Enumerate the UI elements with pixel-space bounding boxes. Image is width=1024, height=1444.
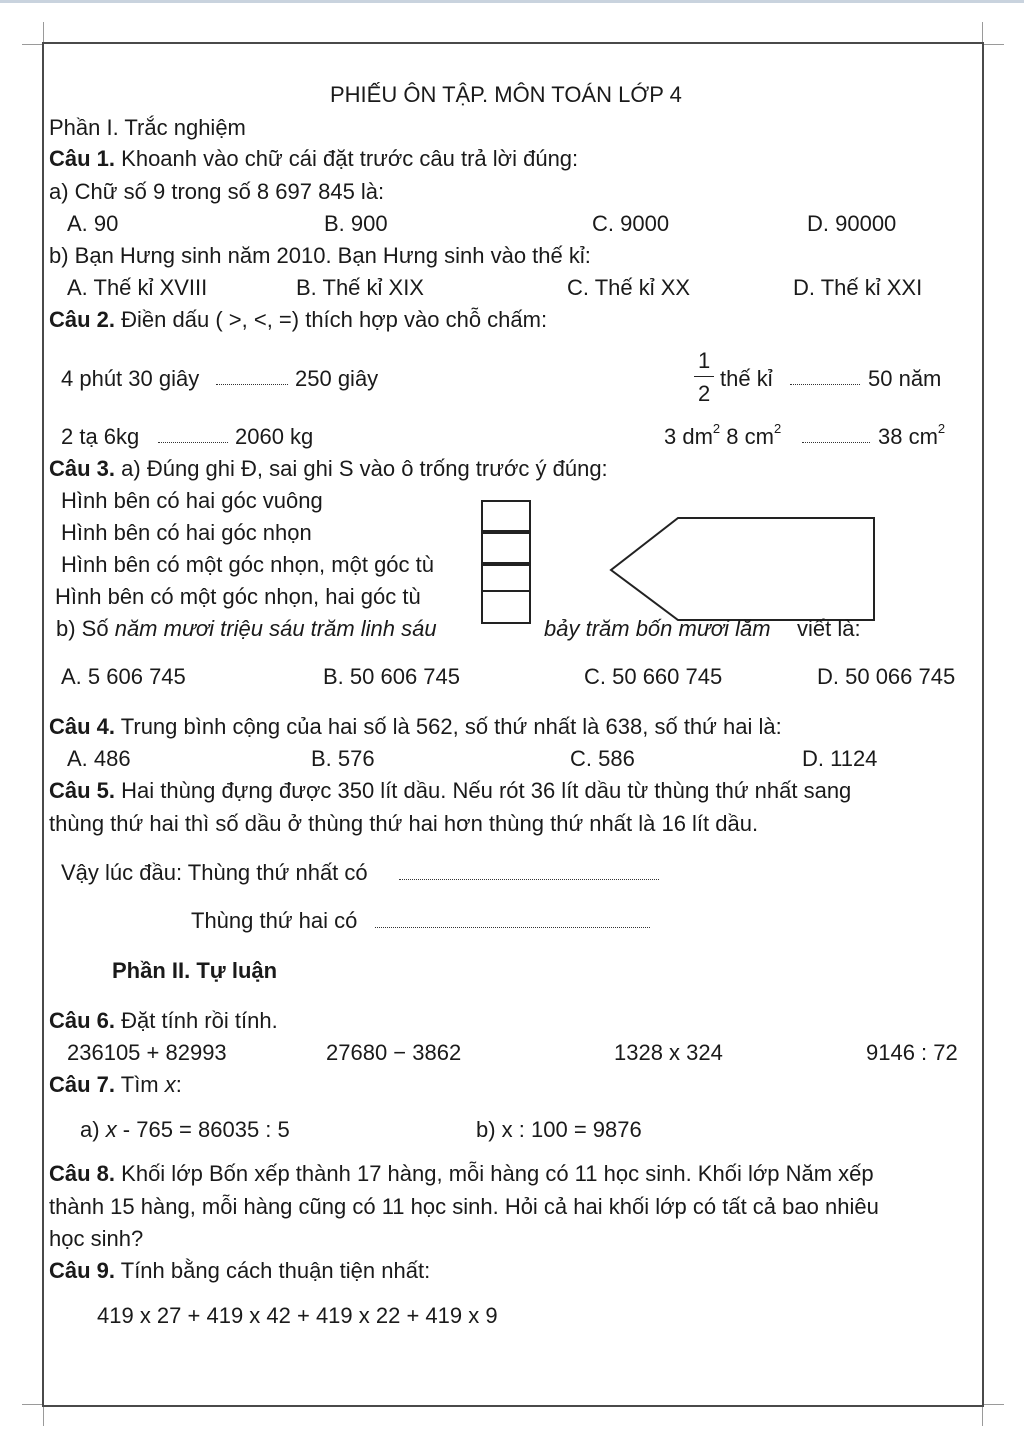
q5-fill2: Thùng thứ hai có <box>191 908 358 933</box>
q3-item-1: Hình bên có hai góc vuông <box>61 488 323 513</box>
q3-option-d: D. 50 066 745 <box>817 664 956 689</box>
q3-option-c: C. 50 660 745 <box>584 664 723 689</box>
answer-box-4[interactable] <box>481 590 531 624</box>
q2-r2-b-exp: 2 <box>773 421 782 436</box>
q4-label: Câu 4. <box>49 714 116 739</box>
q9-expr: 419 x 27 + 419 x 42 + 419 x 22 + 419 x 9 <box>97 1303 498 1328</box>
q1b-text: b) Bạn Hưng sinh năm 2010. Bạn Hưng sinh vào thế kỉ: <box>49 243 591 268</box>
q3-item-2: Hình bên có hai góc nhọn <box>61 520 312 545</box>
q7-b: b) x : 100 = 9876 <box>476 1117 642 1142</box>
q4-option-b: B. 576 <box>311 746 375 771</box>
q5-line1 <box>49 780 851 802</box>
q2-r2-end-exp: 2 <box>937 421 946 436</box>
page-title: PHIẾU ÔN TẬP. MÔN TOÁN LỚP 4 <box>330 82 682 107</box>
q8-text1: Khối lớp Bốn xếp thành 17 hàng, mỗi hàng có 11 học sinh. Khối lớp Năm xếp <box>121 1161 874 1186</box>
q3-label: Câu 3. <box>49 456 116 481</box>
q3-option-b: B. 50 606 745 <box>323 664 461 689</box>
q1a-option-d: D. 90000 <box>807 211 897 236</box>
q1a-option-c: C. 9000 <box>592 211 670 236</box>
q2-frac-den: 2 <box>698 381 711 406</box>
q2-r2-b: 8 cm <box>720 424 774 449</box>
q6-expr-2: 27680 − 3862 <box>326 1040 462 1065</box>
answer-box-1[interactable] <box>481 500 531 532</box>
q2-r1-left: 4 phút 30 giây <box>61 366 200 391</box>
q3b-end: viết là: <box>797 616 861 641</box>
q6-expr-3: 1328 x 324 <box>614 1040 723 1065</box>
q8-line1 <box>49 1163 874 1185</box>
q4-text: Trung bình cộng của hai số là 562, số thứ nhất là 638, số thứ hai là: <box>120 714 782 739</box>
q7-text: Tìm <box>120 1072 165 1097</box>
part2-heading: Phần II. Tự luận <box>112 958 278 983</box>
q1-label: Câu 1. <box>49 146 116 171</box>
q5-line2: thùng thứ hai thì số dầu ở thùng thứ hai hơn thùng thứ nhất là 16 lít dầu. <box>49 811 759 836</box>
q2-r1-mid: 250 giây <box>295 366 379 391</box>
q7-label: Câu 7. <box>49 1072 116 1097</box>
q6-text: Đặt tính rồi tính. <box>121 1008 278 1033</box>
q3-text: a) Đúng ghi Đ, sai ghi S vào ô trống trước ý đúng: <box>121 456 608 481</box>
q2-r2-left: 2 tạ 6kg <box>61 424 140 449</box>
q3b-italic2: bảy trăm bốn mươi lăm <box>544 616 771 641</box>
q6-line <box>49 1010 278 1032</box>
q5-blank1[interactable] <box>399 879 659 880</box>
q8-label: Câu 8. <box>49 1161 116 1186</box>
q9-label: Câu 9. <box>49 1258 116 1283</box>
q3b-start: b) Số <box>56 616 115 641</box>
pentagon-shape <box>611 518 874 620</box>
q4-option-c: C. 586 <box>570 746 635 771</box>
q8-line3: học sinh? <box>49 1226 144 1251</box>
q3b-line <box>56 618 437 640</box>
q9-text: Tính bằng cách thuận tiện nhất: <box>120 1258 431 1283</box>
q2-label: Câu 2. <box>49 307 116 332</box>
q1b-option-a: A. Thế kỉ XVIII <box>67 275 208 300</box>
q7-a-rest: - 765 = 86035 : 5 <box>116 1117 290 1142</box>
q1b-option-d: D. Thế kỉ XXI <box>793 275 923 300</box>
q8-line2: thành 15 hàng, mỗi hàng cũng có 11 học sinh. Hỏi cả hai khối lớp có tất cả bao nhiêu <box>49 1194 879 1219</box>
part1-heading: Phần I. Trắc nghiệm <box>49 115 246 140</box>
q5-fill1: Vậy lúc đầu: Thùng thứ nhất có <box>61 860 368 885</box>
answer-box-2[interactable] <box>481 532 531 564</box>
q6-expr-1: 236105 + 82993 <box>67 1040 227 1065</box>
q2-frac-num: 1 <box>698 348 711 373</box>
q3-item-3: Hình bên có một góc nhọn, một góc tù <box>61 552 435 577</box>
q1-text: Khoanh vào chữ cái đặt trước câu trả lời đúng: <box>121 146 579 171</box>
q7-colon: : <box>175 1072 182 1097</box>
q9-line <box>49 1260 430 1282</box>
q7-a <box>80 1119 290 1141</box>
q2-r2-a: 3 dm <box>664 424 713 449</box>
q3-option-a: A. 5 606 745 <box>61 664 186 689</box>
q7-line <box>49 1074 182 1096</box>
q5-blank2[interactable] <box>375 927 650 928</box>
answer-box-3[interactable] <box>481 564 531 592</box>
q1a-option-b: B. 900 <box>324 211 388 236</box>
q3b-italic: năm mươi triệu sáu trăm linh sáu <box>114 616 437 641</box>
q2-r2-end-val: 38 cm <box>878 424 938 449</box>
q1a-option-a: A. 90 <box>67 211 119 236</box>
q6-label: Câu 6. <box>49 1008 116 1033</box>
q2-text: Điền dấu ( >, <, =) thích hợp vào chỗ chấm: <box>121 307 548 332</box>
q2-r1-end: 50 năm <box>868 366 942 391</box>
q3-item-4: Hình bên có một góc nhọn, hai góc tù <box>55 584 421 609</box>
q2-r2-mid: 2060 kg <box>235 424 314 449</box>
q1b-option-b: B. Thế kỉ XIX <box>296 275 424 300</box>
q7-a-var: x <box>105 1117 117 1142</box>
q7-a-prefix: a) <box>80 1117 106 1142</box>
q4-line <box>49 716 782 738</box>
q2-r2-a-exp: 2 <box>712 421 721 436</box>
q1b-option-c: C. Thế kỉ XX <box>567 275 691 300</box>
q4-option-a: A. 486 <box>67 746 131 771</box>
q5-text1: Hai thùng đựng được 350 lít dầu. Nếu rót 36 lít dầu từ thùng thứ nhất sang <box>121 778 852 803</box>
q7-var: x <box>164 1072 176 1097</box>
q5-label: Câu 5. <box>49 778 116 803</box>
q4-option-d: D. 1124 <box>802 746 878 771</box>
q1a-text: a) Chữ số 9 trong số 8 697 845 là: <box>49 179 385 204</box>
q2-r1-right: thế kỉ <box>720 366 773 391</box>
q6-expr-4: 9146 : 72 <box>866 1040 958 1065</box>
